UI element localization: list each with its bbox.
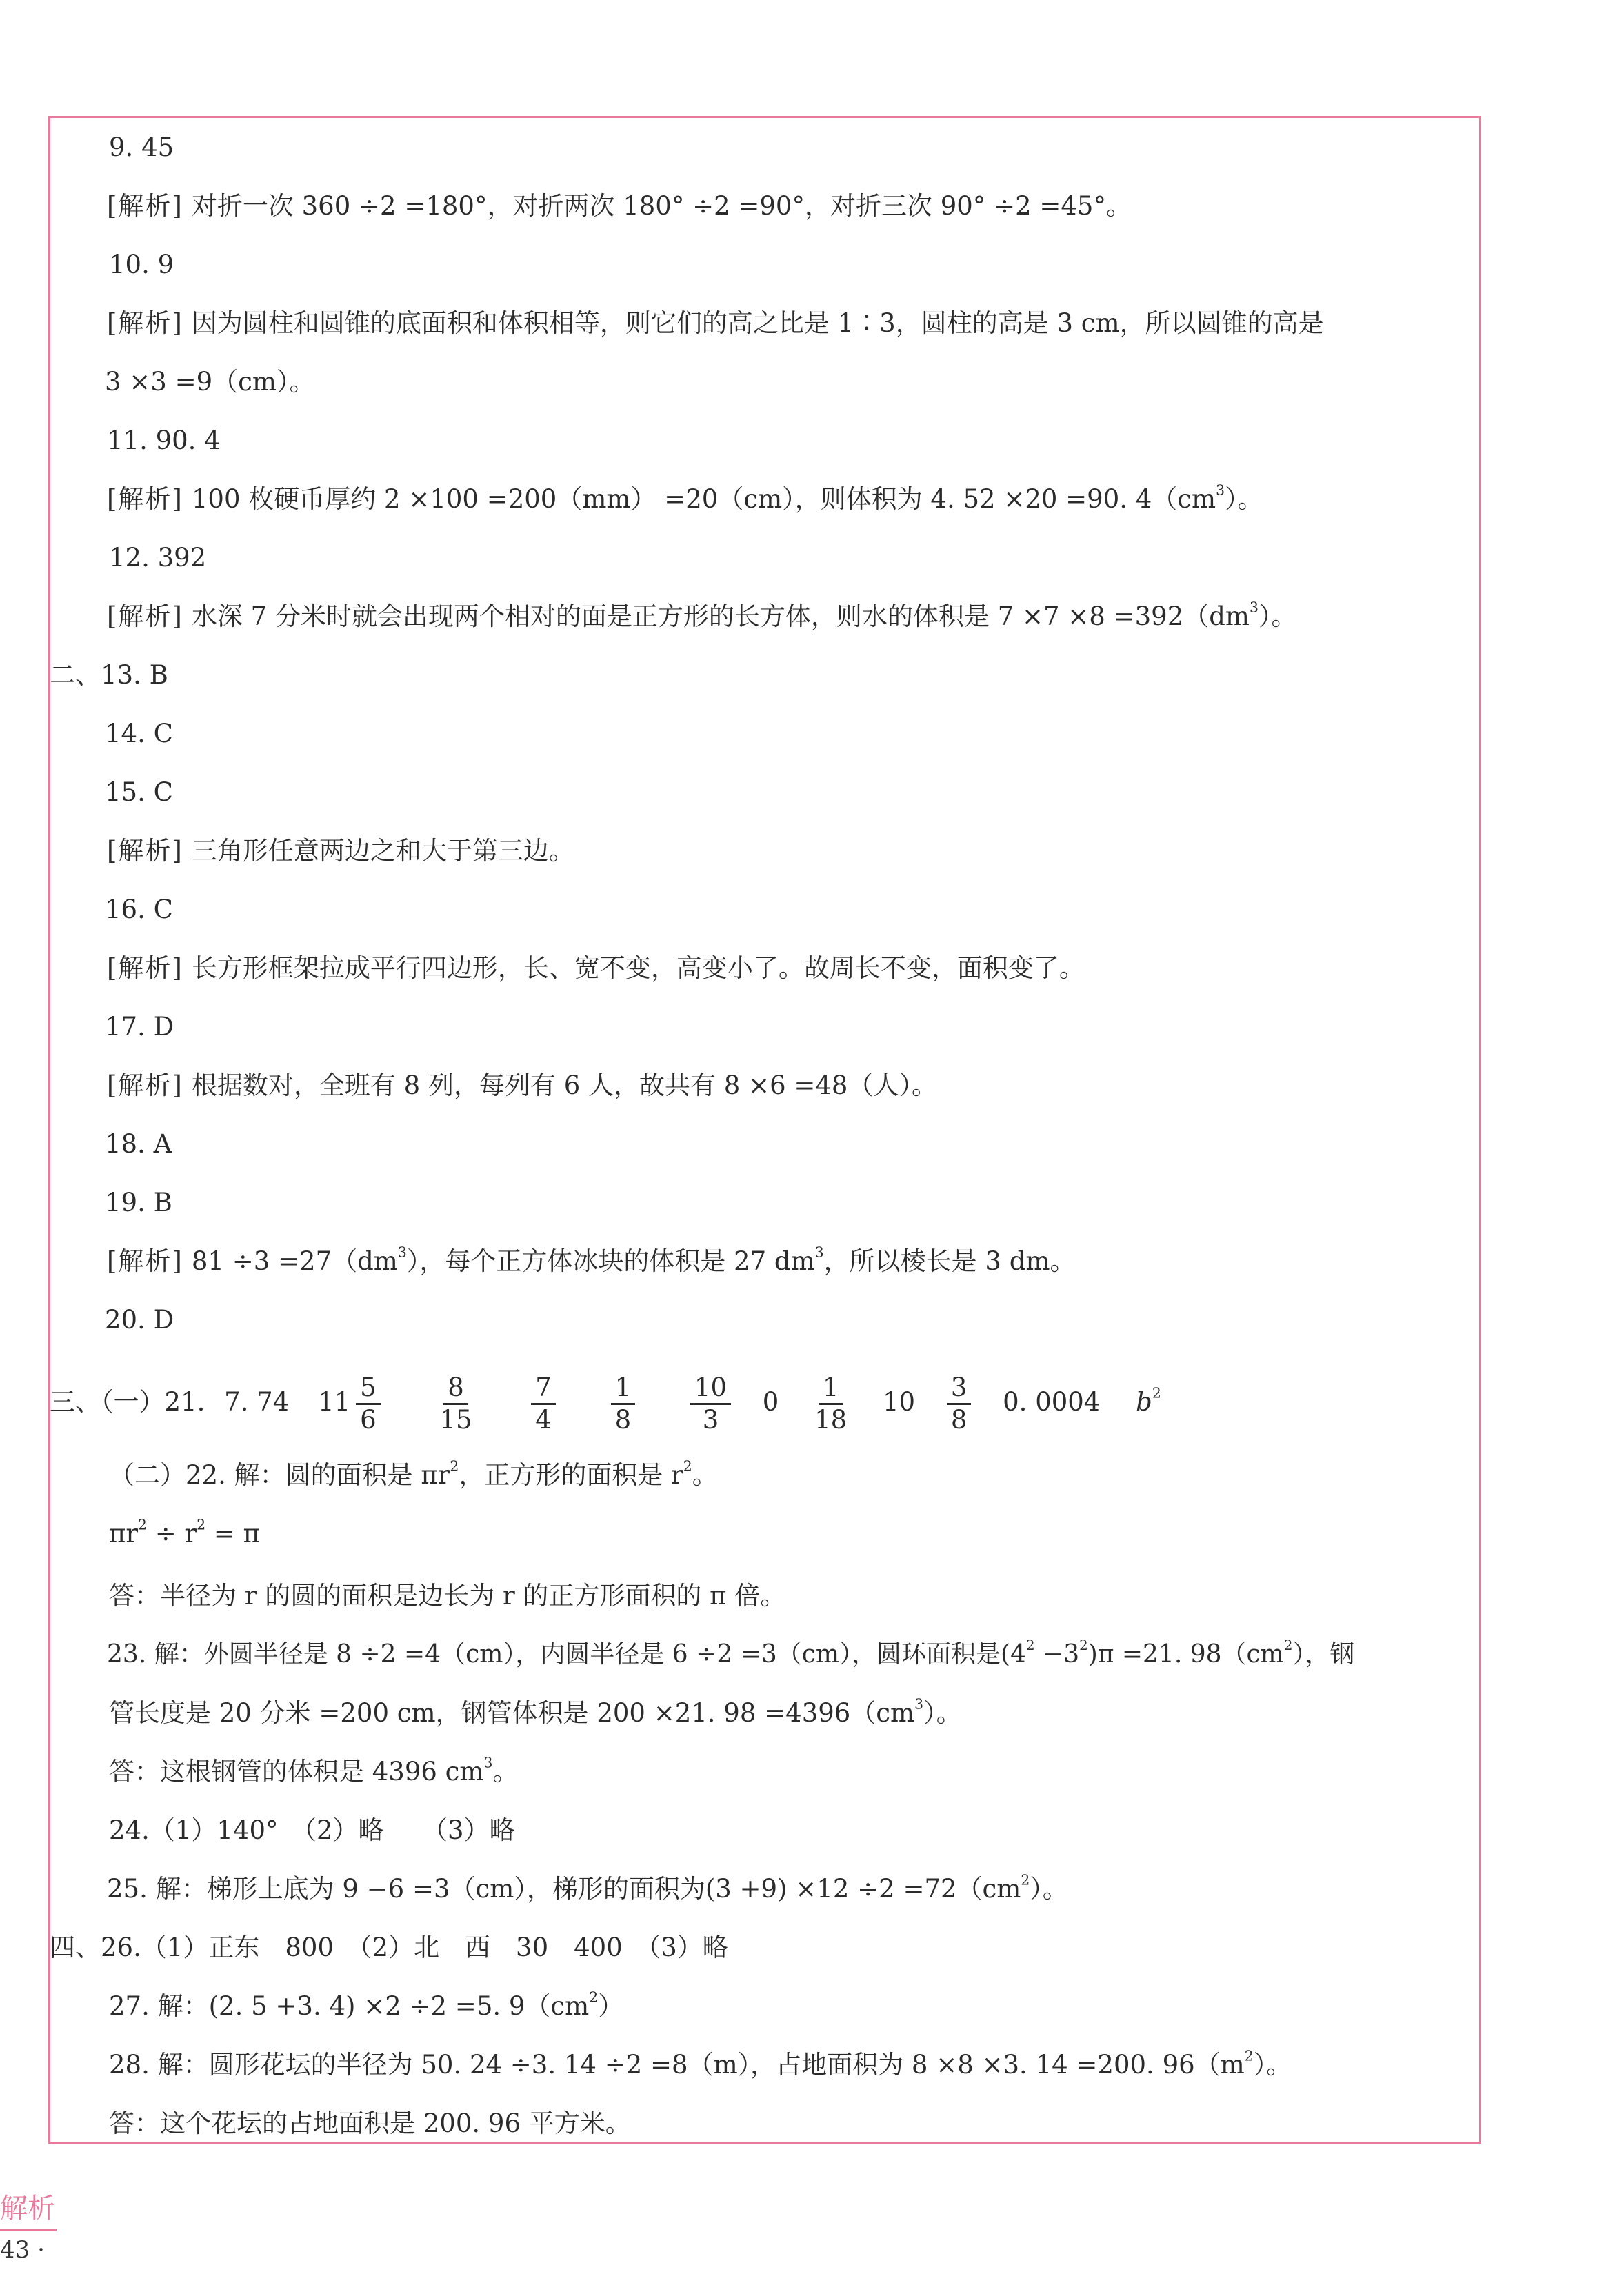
text-line <box>105 1304 174 1337</box>
footer-rule <box>0 2229 57 2231</box>
text-line <box>105 1186 172 1219</box>
line-text: 15. C <box>105 777 173 807</box>
line-22: （二）22. 解：圆的面积是 $\pi r^2$，正方形的面积是 $r^2$。 <box>109 1457 718 1490</box>
line-text: 长方形框架拉成平行四边形，长、宽不变，高变小了。故周长不变，面积变了。 <box>191 953 1085 983</box>
text-line <box>109 1580 785 1613</box>
text-line <box>109 248 174 281</box>
text-line <box>109 1814 515 1847</box>
line-27: 27. 解：(2. 5 +3. 4) ×2 ÷2 =5. $9(cm^2)$ <box>109 1989 624 2021</box>
line-11-analysis: [解析] 100 枚硬币厚约 2 ×100 =200（mm） =20（cm），则体积为 4. 52 ×20 =90. $4(cm^3)$。 <box>107 481 1263 514</box>
line-text: 17. D <box>105 1012 174 1042</box>
line-text: 三角形任意两边之和大于第三边。 <box>191 836 574 866</box>
line-text: 14. C <box>105 719 173 748</box>
line-text: 答：半径为 r 的圆的面积是边长为 r 的正方形面积的 π 倍。 <box>109 1581 786 1611</box>
line-text: 20. D <box>105 1305 174 1335</box>
text-line <box>107 307 1324 340</box>
fraction: $\frac{7}{4}$ <box>531 1373 556 1435</box>
fraction: $\frac{10}{3}$ <box>690 1373 731 1435</box>
analysis-label: [解析] <box>107 953 183 983</box>
line-text: 18. A <box>105 1129 172 1159</box>
text-line <box>109 541 206 575</box>
analysis-label: [解析] <box>107 308 183 338</box>
fraction: $\frac{1}{8}$ <box>611 1373 636 1435</box>
text-line <box>105 717 173 750</box>
analysis-label: [解析] <box>107 836 183 866</box>
text-line <box>105 893 173 926</box>
text-line <box>107 952 1085 985</box>
line-text: 12. 392 <box>109 543 207 572</box>
line-text: 因为圆柱和圆锥的底面积和体积相等，则它们的高之比是 1∶3，圆柱的高是 3 cm，所以圆锥的高是 <box>191 308 1324 338</box>
line-text: 二、13. B <box>50 660 168 690</box>
text-line <box>105 776 173 809</box>
page-number: 43 · <box>0 2236 45 2264</box>
line-text: 10. 9 <box>109 250 174 279</box>
text-line <box>50 659 168 692</box>
line-12-analysis: [解析] 水深 7 分米时就会出现两个相对的面是正方形的长方体，则水的体积是 $7 \times 7 \times 8 =392(dm^3)$。 <box>107 599 1297 631</box>
text-line <box>107 190 1132 223</box>
footer-section-title: 解析 <box>0 2193 55 2224</box>
fraction: $\frac{3}{8}$ <box>947 1373 972 1435</box>
line-28: 28. 解：圆形花坛的半径为 50. 24 ÷3. 14 ÷2 =8（m），占地面积为 8 ×8 ×3. 14 =200. $96(m^2)$。 <box>109 2047 1292 2080</box>
text-line <box>105 1128 172 1161</box>
line-19-analysis: [解析] $81 \div 3 =27(dm^3)$，每个正方体冰块的体积是 27 $dm^3$，所以棱长是 3 dm。 <box>107 1244 1076 1276</box>
fraction: $\frac{1}{18}$ <box>814 1373 848 1435</box>
text-line <box>50 1931 728 1964</box>
line-23-cont: 管长度是 20 分米 =200 cm，钢管体积是 200 ×21. $98 =4396(cm^3)$。 <box>109 1695 962 1728</box>
fraction: $\frac{5}{6}$ <box>356 1373 381 1435</box>
line-text: 答：这个花坛的占地面积是 200. 96 平方米。 <box>109 2109 631 2138</box>
analysis-label: [解析] <box>107 191 183 221</box>
text-line <box>107 424 221 457</box>
text-line <box>107 1069 937 1102</box>
line-text: 9. 45 <box>109 132 174 162</box>
text-line <box>107 835 574 868</box>
fraction: $\frac{8}{15}$ <box>439 1373 472 1435</box>
question-21: 三、（一）21. 7. 74 11 $\frac{5}{6}$ $\frac{8}{15}$ $\frac{7}{4}$ $\frac{1}{8}$ $\frac{10}{3}$ 0 $\frac{1}{18}$ 10 $\frac{3}{8}$ 0. 0004 $b^2$ <box>50 1373 1161 1435</box>
line-text: 根据数对，全班有 8 列，每列有 6 人，故共有 8 ×6 =48（人）。 <box>191 1070 937 1100</box>
line-25: 25. 解：梯形上底为 9 −6 =3（cm），梯形的面积为$(3 +9) \times 12 \div 2 =72(cm^2)$。 <box>107 1871 1068 1904</box>
line-22-equation: $\pi r^2 \div r^2 = \pi$ <box>109 1516 260 1548</box>
line-text: 11. 90. 4 <box>107 426 221 455</box>
line-text: 19. B <box>105 1188 172 1217</box>
line-text: 16. C <box>105 895 173 924</box>
line-text: 3 ×3 =9（cm）。 <box>105 367 315 397</box>
line-23: 23. 解：外圆半径是 8 ÷2 =4（cm），内圆半径是 6 ÷2 =3（cm），圆环面积是$(4^2 -3^2)\pi =21$. $98(cm^2)$，钢 <box>107 1637 1355 1668</box>
text-line <box>109 2107 631 2140</box>
text-line <box>105 366 314 399</box>
analysis-label: [解析] <box>107 1070 183 1100</box>
text-line <box>109 131 174 164</box>
line-text: 四、26.（1）正东 800 （2）北 西 30 400 （3）略 <box>50 1933 728 1962</box>
line-text: 24.（1）140° （2）略 （3）略 <box>109 1815 515 1845</box>
line-23-answer: 答：这根钢管的体积是 4396 $cm^3$。 <box>109 1754 519 1786</box>
line-text: 对折一次 360 ÷2 =180°，对折两次 180° ÷2 =90°，对折三次 90° ÷2 =45°。 <box>191 191 1132 221</box>
text-line <box>105 1010 174 1044</box>
